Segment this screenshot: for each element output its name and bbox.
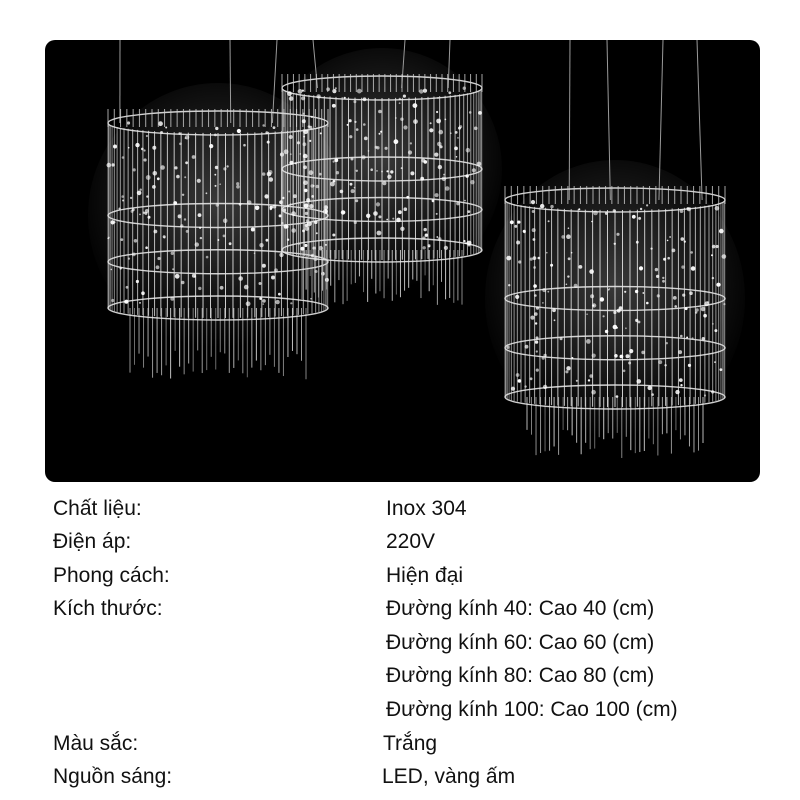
- chandelier-image: [45, 40, 760, 482]
- spec-value-material: Inox 304: [386, 497, 467, 520]
- spec-row-color: [0, 729, 800, 759]
- spec-row-size-80: [0, 661, 800, 691]
- spec-label-voltage: Điện áp:: [53, 530, 132, 553]
- spec-value-size-40: Đường kính 40: Cao 40 (cm): [386, 597, 655, 620]
- spec-row-voltage: [0, 527, 800, 557]
- spec-row-size-100: [0, 695, 800, 725]
- product-photo: [45, 40, 760, 482]
- spec-value-color: Trắng: [383, 732, 438, 755]
- spec-label-style: Phong cách:: [53, 564, 170, 587]
- spec-label-color: Màu sắc:: [53, 732, 139, 755]
- spec-value-size-100: Đường kính 100: Cao 100 (cm): [386, 698, 678, 721]
- spec-value-light-source: LED, vàng ấm: [382, 765, 516, 788]
- spec-label-size: Kích thước:: [53, 597, 163, 620]
- spec-value-size-80: Đường kính 80: Cao 80 (cm): [386, 664, 655, 687]
- spec-row-size: [0, 594, 800, 624]
- spec-row-style: [0, 561, 800, 591]
- spec-row-material: [0, 494, 800, 524]
- chandelier-right: [485, 40, 745, 458]
- spec-row-size-60: [0, 628, 800, 658]
- spec-value-style: Hiện đại: [386, 564, 464, 587]
- spec-row-light-source: [0, 762, 800, 792]
- spec-label-material: Chất liệu:: [53, 497, 142, 520]
- spec-label-light-source: Nguồn sáng:: [53, 765, 173, 788]
- spec-value-voltage: 220V: [386, 530, 436, 553]
- spec-value-size-60: Đường kính 60: Cao 60 (cm): [386, 631, 655, 654]
